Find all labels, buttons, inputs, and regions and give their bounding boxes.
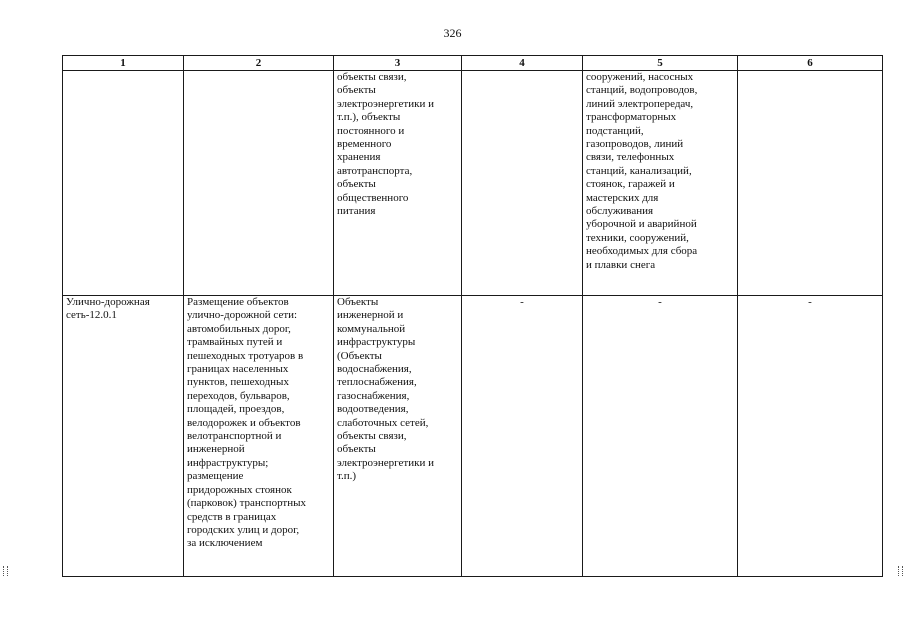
column-header-1: 1 xyxy=(63,56,184,71)
cell-description xyxy=(184,71,334,296)
cell-column-4: - xyxy=(462,296,583,577)
header-row xyxy=(63,56,883,71)
cell-column-5: - xyxy=(583,296,738,577)
column-header-4: 4 xyxy=(462,56,583,71)
column-header-5: 5 xyxy=(583,56,738,71)
page-number: 326 xyxy=(443,26,462,40)
cell-column-4 xyxy=(462,71,583,296)
cell-auxiliary-uses: Объекты инженерной и коммунальной инфраструктуры (Объекты водоснабжения, теплоснабжения, газоснабжения, водоотведения, слаботочных сетей, объекты связи, объекты электроэнергетики и т.п.) xyxy=(334,296,462,577)
cell-type-name xyxy=(63,71,184,296)
column-header-2: 2 xyxy=(184,56,334,71)
right-edge-mark xyxy=(898,566,903,576)
regulations-table xyxy=(62,55,883,577)
cell-type-name: Улично-дорожная сеть-12.0.1 xyxy=(63,296,184,577)
table-row xyxy=(63,296,883,577)
table-row xyxy=(63,71,883,296)
cell-column-6: - xyxy=(738,296,883,577)
cell-description: Размещение объектов улично-дорожной сети: автомобильных дорог, трамвайных путей и пешеходных тротуаров в границах населенных пунктов, пешеходных переходов, бульваров, площадей, проездов, велодорожек и объектов велотранспортной и инженерной инфраструктуры; размещение придорожных стоянок (парковок) транспортных средств в границах городских улиц и дорог, за исключением xyxy=(184,296,334,577)
left-edge-mark xyxy=(3,566,8,576)
cell-column-6 xyxy=(738,71,883,296)
cell-auxiliary-uses: объекты связи, объекты электроэнергетики и т.п.), объекты постоянного и временного хранения автотранспорта, объекты общественного питания xyxy=(334,71,462,296)
column-header-3: 3 xyxy=(334,56,462,71)
column-header-6: 6 xyxy=(738,56,883,71)
cell-column-5: сооружений, насосных станций, водопроводов, линий электропередач, трансформаторных подстанций, газопроводов, линий связи, телефонных станций, канализаций, стоянок, гаражей и мастерских для обслуживания уборочной и аварийной техники, сооружений, необходимых для сбора и плавки снега xyxy=(583,71,738,296)
